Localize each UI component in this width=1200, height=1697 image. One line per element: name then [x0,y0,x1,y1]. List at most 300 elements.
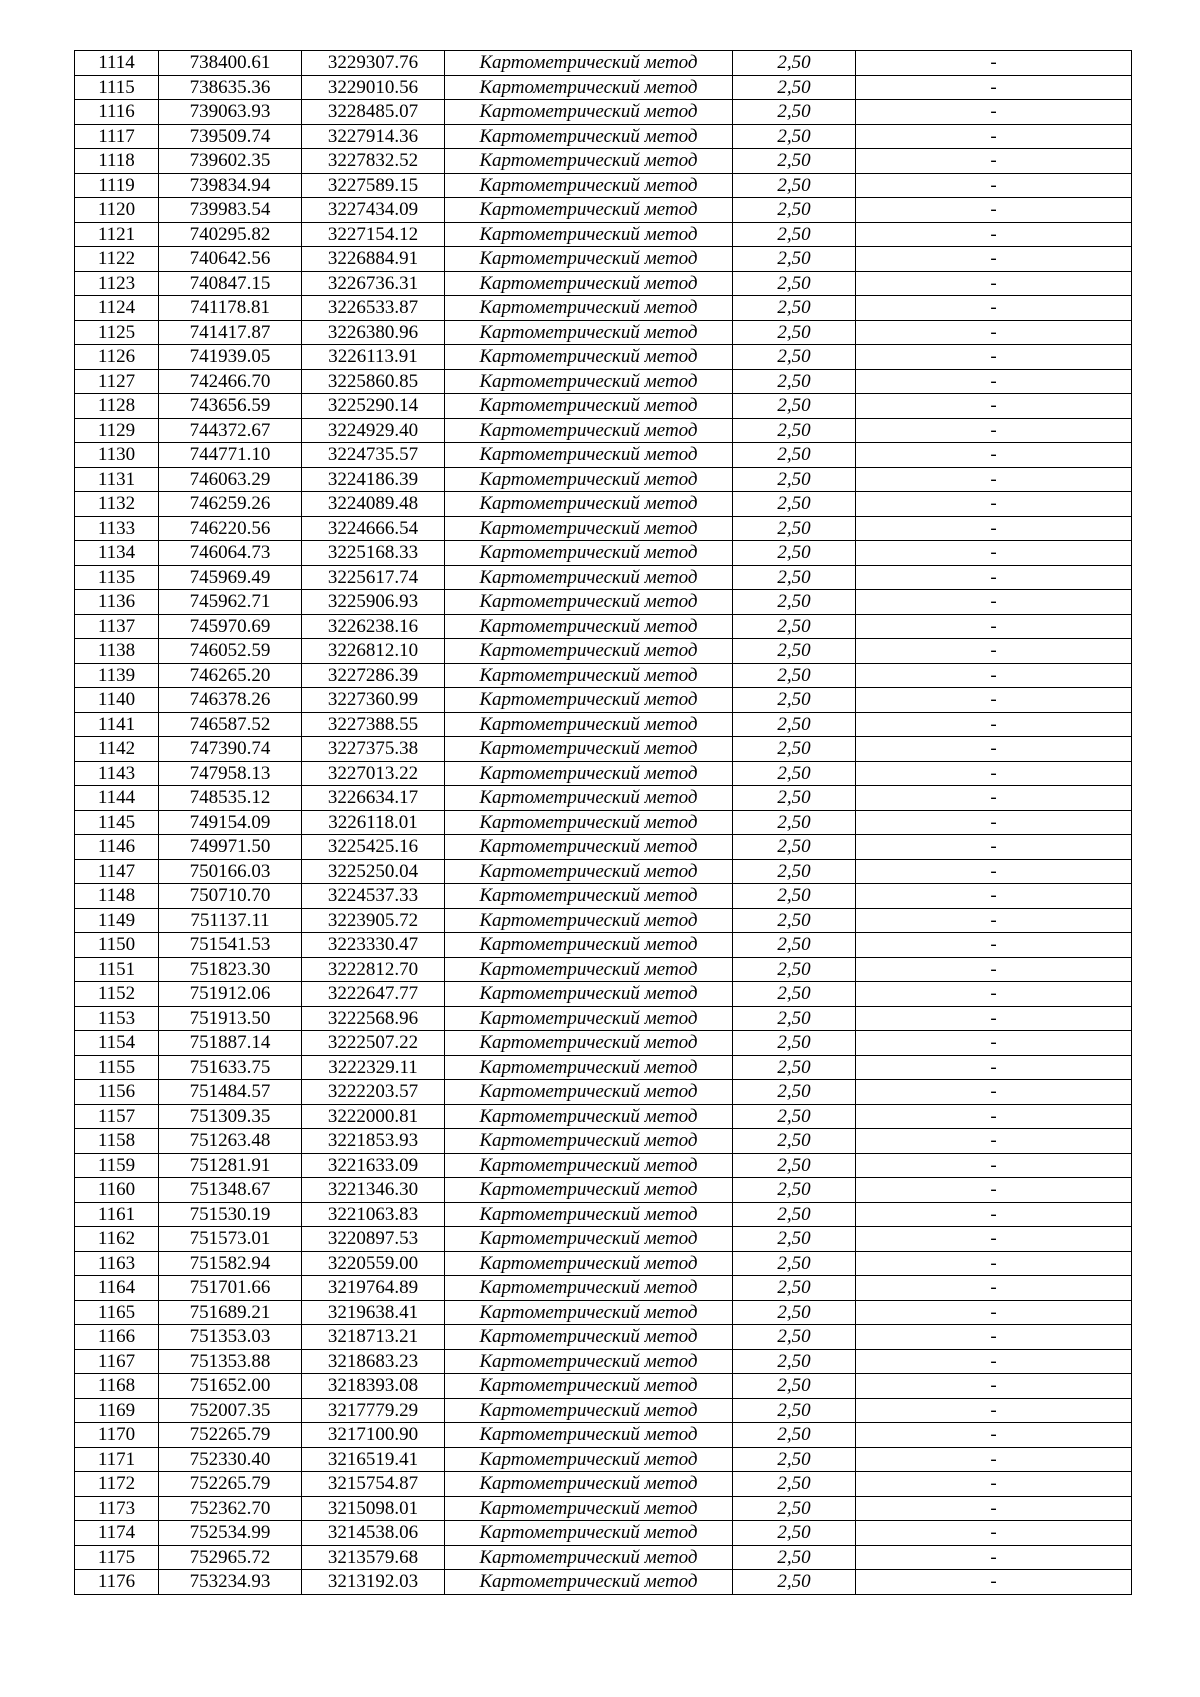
y-coordinate-cell: 3222329.11 [302,1055,445,1080]
description-cell: - [856,1496,1132,1521]
x-coordinate-cell: 745970.69 [159,614,302,639]
description-cell: - [856,247,1132,272]
description-cell: - [856,492,1132,517]
y-coordinate-cell: 3221633.09 [302,1153,445,1178]
x-coordinate-cell: 746259.26 [159,492,302,517]
accuracy-cell: 2,50 [733,1349,856,1374]
y-coordinate-cell: 3213192.03 [302,1570,445,1595]
x-coordinate-cell: 740847.15 [159,271,302,296]
table-row [75,859,1132,884]
method-cell: Картометрический метод [445,663,733,688]
method-cell: Картометрический метод [445,737,733,762]
point-number-cell: 1163 [75,1251,159,1276]
point-number-cell: 1160 [75,1178,159,1203]
x-coordinate-cell: 751887.14 [159,1031,302,1056]
y-coordinate-cell: 3218713.21 [302,1325,445,1350]
method-cell: Картометрический метод [445,51,733,76]
accuracy-cell: 2,50 [733,1276,856,1301]
accuracy-cell: 2,50 [733,247,856,272]
method-cell: Картометрический метод [445,933,733,958]
point-number-cell: 1140 [75,688,159,713]
x-coordinate-cell: 746587.52 [159,712,302,737]
y-coordinate-cell: 3227388.55 [302,712,445,737]
point-number-cell: 1123 [75,271,159,296]
point-number-cell: 1151 [75,957,159,982]
x-coordinate-cell: 752965.72 [159,1545,302,1570]
description-cell: - [856,786,1132,811]
y-coordinate-cell: 3222568.96 [302,1006,445,1031]
y-coordinate-cell: 3224186.39 [302,467,445,492]
method-cell: Картометрический метод [445,1545,733,1570]
accuracy-cell: 2,50 [733,884,856,909]
table-row [75,345,1132,370]
method-cell: Картометрический метод [445,786,733,811]
method-cell: Картометрический метод [445,1521,733,1546]
description-cell: - [856,712,1132,737]
description-cell: - [856,1202,1132,1227]
table-row [75,443,1132,468]
description-cell: - [856,737,1132,762]
y-coordinate-cell: 3225250.04 [302,859,445,884]
point-number-cell: 1130 [75,443,159,468]
x-coordinate-cell: 751633.75 [159,1055,302,1080]
y-coordinate-cell: 3213579.68 [302,1545,445,1570]
table-row [75,663,1132,688]
table-row [75,1570,1132,1595]
y-coordinate-cell: 3227013.22 [302,761,445,786]
table-row [75,761,1132,786]
table-row [75,1104,1132,1129]
accuracy-cell: 2,50 [733,786,856,811]
point-number-cell: 1120 [75,198,159,223]
point-number-cell: 1172 [75,1472,159,1497]
description-cell: - [856,75,1132,100]
method-cell: Картометрический метод [445,369,733,394]
accuracy-cell: 2,50 [733,1202,856,1227]
table-row [75,541,1132,566]
method-cell: Картометрический метод [445,492,733,517]
description-cell: - [856,100,1132,125]
accuracy-cell: 2,50 [733,835,856,860]
method-cell: Картометрический метод [445,590,733,615]
y-coordinate-cell: 3226736.31 [302,271,445,296]
description-cell: - [856,1006,1132,1031]
y-coordinate-cell: 3217779.29 [302,1398,445,1423]
y-coordinate-cell: 3226113.91 [302,345,445,370]
table-row [75,492,1132,517]
accuracy-cell: 2,50 [733,369,856,394]
method-cell: Картометрический метод [445,345,733,370]
accuracy-cell: 2,50 [733,1104,856,1129]
x-coordinate-cell: 739509.74 [159,124,302,149]
description-cell: - [856,296,1132,321]
method-cell: Картометрический метод [445,957,733,982]
y-coordinate-cell: 3226533.87 [302,296,445,321]
point-number-cell: 1169 [75,1398,159,1423]
x-coordinate-cell: 746064.73 [159,541,302,566]
x-coordinate-cell: 741178.81 [159,296,302,321]
point-number-cell: 1139 [75,663,159,688]
table-row [75,369,1132,394]
table-row [75,1447,1132,1472]
x-coordinate-cell: 752330.40 [159,1447,302,1472]
x-coordinate-cell: 739063.93 [159,100,302,125]
y-coordinate-cell: 3224735.57 [302,443,445,468]
method-cell: Картометрический метод [445,1398,733,1423]
method-cell: Картометрический метод [445,296,733,321]
x-coordinate-cell: 751137.11 [159,908,302,933]
method-cell: Картометрический метод [445,1570,733,1595]
x-coordinate-cell: 746265.20 [159,663,302,688]
method-cell: Картометрический метод [445,1349,733,1374]
method-cell: Картометрический метод [445,1300,733,1325]
table-row [75,198,1132,223]
x-coordinate-cell: 751573.01 [159,1227,302,1252]
x-coordinate-cell: 751541.53 [159,933,302,958]
y-coordinate-cell: 3222812.70 [302,957,445,982]
accuracy-cell: 2,50 [733,541,856,566]
description-cell: - [856,1374,1132,1399]
y-coordinate-cell: 3218393.08 [302,1374,445,1399]
description-cell: - [856,443,1132,468]
point-number-cell: 1157 [75,1104,159,1129]
accuracy-cell: 2,50 [733,1472,856,1497]
table-row [75,933,1132,958]
y-coordinate-cell: 3229010.56 [302,75,445,100]
y-coordinate-cell: 3224929.40 [302,418,445,443]
y-coordinate-cell: 3214538.06 [302,1521,445,1546]
y-coordinate-cell: 3221063.83 [302,1202,445,1227]
method-cell: Картометрический метод [445,1227,733,1252]
y-coordinate-cell: 3227154.12 [302,222,445,247]
method-cell: Картометрический метод [445,1202,733,1227]
point-number-cell: 1171 [75,1447,159,1472]
y-coordinate-cell: 3225906.93 [302,590,445,615]
table-row [75,835,1132,860]
table-row [75,1080,1132,1105]
description-cell: - [856,467,1132,492]
method-cell: Картометрический метод [445,761,733,786]
point-number-cell: 1138 [75,639,159,664]
x-coordinate-cell: 739983.54 [159,198,302,223]
point-number-cell: 1175 [75,1545,159,1570]
accuracy-cell: 2,50 [733,957,856,982]
description-cell: - [856,1447,1132,1472]
description-cell: - [856,908,1132,933]
point-number-cell: 1136 [75,590,159,615]
point-number-cell: 1161 [75,1202,159,1227]
y-coordinate-cell: 3225168.33 [302,541,445,566]
point-number-cell: 1173 [75,1496,159,1521]
accuracy-cell: 2,50 [733,173,856,198]
y-coordinate-cell: 3226634.17 [302,786,445,811]
point-number-cell: 1146 [75,835,159,860]
x-coordinate-cell: 740295.82 [159,222,302,247]
y-coordinate-cell: 3226884.91 [302,247,445,272]
table-row [75,908,1132,933]
method-cell: Картометрический метод [445,394,733,419]
accuracy-cell: 2,50 [733,320,856,345]
point-number-cell: 1121 [75,222,159,247]
point-number-cell: 1124 [75,296,159,321]
y-coordinate-cell: 3225290.14 [302,394,445,419]
x-coordinate-cell: 746063.29 [159,467,302,492]
description-cell: - [856,418,1132,443]
table-row [75,247,1132,272]
y-coordinate-cell: 3221346.30 [302,1178,445,1203]
point-number-cell: 1156 [75,1080,159,1105]
point-number-cell: 1147 [75,859,159,884]
method-cell: Картометрический метод [445,614,733,639]
x-coordinate-cell: 751348.67 [159,1178,302,1203]
x-coordinate-cell: 746220.56 [159,516,302,541]
point-number-cell: 1158 [75,1129,159,1154]
accuracy-cell: 2,50 [733,51,856,76]
accuracy-cell: 2,50 [733,565,856,590]
y-coordinate-cell: 3222203.57 [302,1080,445,1105]
method-cell: Картометрический метод [445,100,733,125]
accuracy-cell: 2,50 [733,443,856,468]
accuracy-cell: 2,50 [733,810,856,835]
y-coordinate-cell: 3226118.01 [302,810,445,835]
accuracy-cell: 2,50 [733,1521,856,1546]
point-number-cell: 1128 [75,394,159,419]
description-cell: - [856,1251,1132,1276]
y-coordinate-cell: 3227434.09 [302,198,445,223]
accuracy-cell: 2,50 [733,296,856,321]
accuracy-cell: 2,50 [733,1031,856,1056]
point-number-cell: 1143 [75,761,159,786]
y-coordinate-cell: 3224089.48 [302,492,445,517]
x-coordinate-cell: 751912.06 [159,982,302,1007]
table-row [75,1398,1132,1423]
description-cell: - [856,614,1132,639]
x-coordinate-cell: 750166.03 [159,859,302,884]
table-row [75,173,1132,198]
x-coordinate-cell: 752007.35 [159,1398,302,1423]
point-number-cell: 1116 [75,100,159,125]
x-coordinate-cell: 751353.88 [159,1349,302,1374]
method-cell: Картометрический метод [445,247,733,272]
table-row [75,1521,1132,1546]
x-coordinate-cell: 751823.30 [159,957,302,982]
accuracy-cell: 2,50 [733,688,856,713]
x-coordinate-cell: 752265.79 [159,1472,302,1497]
method-cell: Картометрический метод [445,443,733,468]
x-coordinate-cell: 744771.10 [159,443,302,468]
point-number-cell: 1141 [75,712,159,737]
description-cell: - [856,541,1132,566]
point-number-cell: 1122 [75,247,159,272]
x-coordinate-cell: 747390.74 [159,737,302,762]
x-coordinate-cell: 740642.56 [159,247,302,272]
y-coordinate-cell: 3219764.89 [302,1276,445,1301]
method-cell: Картометрический метод [445,1104,733,1129]
accuracy-cell: 2,50 [733,663,856,688]
table-row [75,810,1132,835]
accuracy-cell: 2,50 [733,639,856,664]
description-cell: - [856,1325,1132,1350]
description-cell: - [856,957,1132,982]
table-row [75,1325,1132,1350]
table-row [75,1374,1132,1399]
accuracy-cell: 2,50 [733,859,856,884]
method-cell: Картометрический метод [445,1153,733,1178]
point-number-cell: 1118 [75,149,159,174]
method-cell: Картометрический метод [445,1178,733,1203]
accuracy-cell: 2,50 [733,271,856,296]
method-cell: Картометрический метод [445,541,733,566]
accuracy-cell: 2,50 [733,124,856,149]
y-coordinate-cell: 3224666.54 [302,516,445,541]
method-cell: Картометрический метод [445,149,733,174]
accuracy-cell: 2,50 [733,982,856,1007]
description-cell: - [856,1153,1132,1178]
point-number-cell: 1131 [75,467,159,492]
y-coordinate-cell: 3227832.52 [302,149,445,174]
point-number-cell: 1127 [75,369,159,394]
description-cell: - [856,271,1132,296]
description-cell: - [856,1129,1132,1154]
description-cell: - [856,688,1132,713]
point-number-cell: 1155 [75,1055,159,1080]
description-cell: - [856,565,1132,590]
method-cell: Картометрический метод [445,859,733,884]
table-row [75,737,1132,762]
accuracy-cell: 2,50 [733,1398,856,1423]
x-coordinate-cell: 749154.09 [159,810,302,835]
y-coordinate-cell: 3220897.53 [302,1227,445,1252]
y-coordinate-cell: 3223330.47 [302,933,445,958]
point-number-cell: 1159 [75,1153,159,1178]
method-cell: Картометрический метод [445,1055,733,1080]
y-coordinate-cell: 3215754.87 [302,1472,445,1497]
table-row [75,957,1132,982]
x-coordinate-cell: 743656.59 [159,394,302,419]
y-coordinate-cell: 3226238.16 [302,614,445,639]
accuracy-cell: 2,50 [733,516,856,541]
method-cell: Картометрический метод [445,222,733,247]
table-row [75,1472,1132,1497]
coordinates-table-body [75,51,1132,1595]
description-cell: - [856,1545,1132,1570]
x-coordinate-cell: 751652.00 [159,1374,302,1399]
x-coordinate-cell: 739602.35 [159,149,302,174]
x-coordinate-cell: 748535.12 [159,786,302,811]
accuracy-cell: 2,50 [733,75,856,100]
method-cell: Картометрический метод [445,1251,733,1276]
y-coordinate-cell: 3223905.72 [302,908,445,933]
description-cell: - [856,124,1132,149]
point-number-cell: 1152 [75,982,159,1007]
table-row [75,124,1132,149]
point-number-cell: 1168 [75,1374,159,1399]
table-row [75,786,1132,811]
method-cell: Картометрический метод [445,565,733,590]
accuracy-cell: 2,50 [733,100,856,125]
description-cell: - [856,810,1132,835]
description-cell: - [856,1570,1132,1595]
method-cell: Картометрический метод [445,198,733,223]
y-coordinate-cell: 3219638.41 [302,1300,445,1325]
description-cell: - [856,320,1132,345]
table-row [75,982,1132,1007]
point-number-cell: 1153 [75,1006,159,1031]
description-cell: - [856,1276,1132,1301]
method-cell: Картометрический метод [445,124,733,149]
table-row [75,149,1132,174]
table-row [75,1055,1132,1080]
y-coordinate-cell: 3228485.07 [302,100,445,125]
x-coordinate-cell: 751689.21 [159,1300,302,1325]
point-number-cell: 1144 [75,786,159,811]
y-coordinate-cell: 3222647.77 [302,982,445,1007]
table-row [75,467,1132,492]
point-number-cell: 1176 [75,1570,159,1595]
table-row [75,394,1132,419]
point-number-cell: 1135 [75,565,159,590]
description-cell: - [856,1227,1132,1252]
y-coordinate-cell: 3224537.33 [302,884,445,909]
description-cell: - [856,590,1132,615]
description-cell: - [856,1031,1132,1056]
x-coordinate-cell: 751530.19 [159,1202,302,1227]
table-row [75,75,1132,100]
point-number-cell: 1148 [75,884,159,909]
table-row [75,1300,1132,1325]
x-coordinate-cell: 751582.94 [159,1251,302,1276]
method-cell: Картометрический метод [445,639,733,664]
table-row [75,1251,1132,1276]
table-row [75,565,1132,590]
accuracy-cell: 2,50 [733,614,856,639]
x-coordinate-cell: 752265.79 [159,1423,302,1448]
accuracy-cell: 2,50 [733,1055,856,1080]
x-coordinate-cell: 752534.99 [159,1521,302,1546]
point-number-cell: 1142 [75,737,159,762]
accuracy-cell: 2,50 [733,761,856,786]
x-coordinate-cell: 750710.70 [159,884,302,909]
table-row [75,1227,1132,1252]
method-cell: Картометрический метод [445,1423,733,1448]
x-coordinate-cell: 753234.93 [159,1570,302,1595]
table-row [75,271,1132,296]
accuracy-cell: 2,50 [733,1129,856,1154]
accuracy-cell: 2,50 [733,418,856,443]
accuracy-cell: 2,50 [733,1374,856,1399]
y-coordinate-cell: 3225425.16 [302,835,445,860]
point-number-cell: 1117 [75,124,159,149]
point-number-cell: 1150 [75,933,159,958]
x-coordinate-cell: 746052.59 [159,639,302,664]
point-number-cell: 1162 [75,1227,159,1252]
method-cell: Картометрический метод [445,835,733,860]
point-number-cell: 1174 [75,1521,159,1546]
point-number-cell: 1165 [75,1300,159,1325]
method-cell: Картометрический метод [445,1496,733,1521]
y-coordinate-cell: 3221853.93 [302,1129,445,1154]
x-coordinate-cell: 752362.70 [159,1496,302,1521]
accuracy-cell: 2,50 [733,1251,856,1276]
description-cell: - [856,884,1132,909]
y-coordinate-cell: 3222507.22 [302,1031,445,1056]
y-coordinate-cell: 3220559.00 [302,1251,445,1276]
table-row [75,222,1132,247]
method-cell: Картометрический метод [445,75,733,100]
table-row [75,296,1132,321]
description-cell: - [856,1080,1132,1105]
x-coordinate-cell: 744372.67 [159,418,302,443]
